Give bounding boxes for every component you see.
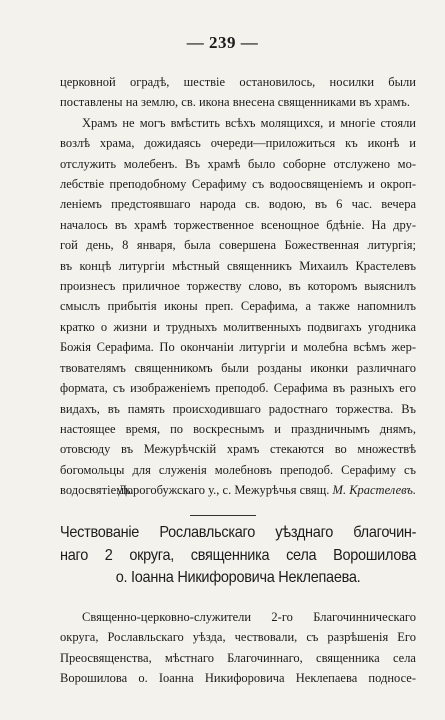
heading-line: наго 2 округа, священника села Ворошилова [60,546,417,564]
text-line: настоящее время, по воскреснымъ и праздничнымъ днямъ, [60,421,416,436]
text-line: произнесъ приличное торжеству слово, въ которомъ выяснилъ [60,279,416,294]
text-line: кратко о жизни и трудныхъ молитвенныхъ подвигахъ угодника [60,319,416,334]
signature-place: Дорогобужскаго у., с. Межурѣчья свящ. [118,483,330,497]
text-line: водосвятіемъ. [60,483,134,498]
heading-line: Чествованіе Рославльскаго уѣзднаго благочин- [60,524,417,541]
text-line: формата, съ изображеніемъ преподоб. Серафима въ разныхъ его [60,381,416,396]
text-line: въ концѣ литургіи мѣстный священникъ Михаилъ Крастелевъ [60,258,416,273]
article-heading [60,522,416,590]
text-line: видахъ, въ память происходившаго радостнаго торжества. Въ [60,401,416,416]
text-line: леніемъ предстоявшаго народа св. водою, въ 6 час. вечера [60,197,416,212]
signature-line [60,480,416,500]
text-line: Священно-церковно-служители 2-го Благочинническаго [82,610,416,624]
text-line: гой день, 8 января, была совершена Божественная литургія; [60,238,416,253]
text-line: Преосвященства, мѣстнаго Благочиннаго, священника села [60,650,416,665]
text-line: лебствіе преподобному Серафиму съ водоосвященіемъ и окроп- [60,177,416,192]
text-line: Ворошилова о. Іоанна Никифоровича Неклепаева подносе- [60,671,416,686]
text-line: отслужить молебенъ. Въ храмѣ было соборне отслужено мо- [60,156,416,171]
text-line: твователямъ священникомъ были розданы иконки различнаго [60,360,416,375]
text-line: возлѣ храма, дожидаясь очереди—приложиться къ иконѣ и [60,136,416,151]
text-line: смыслъ прибытія иконы преп. Серафима, а также напомнилъ [60,299,416,314]
text-line: началось въ храмѣ торжественное всенощное бдѣніе. На дру- [60,217,416,232]
paragraph-second [60,607,416,689]
text-line: Божія Серафима. По окончаніи литургіи и молебна всѣмъ жер- [60,340,416,355]
text-line: округа, Рославльскаго уѣзда, чествовали, съ разрѣшенія Его [60,630,416,645]
paragraph-main [60,72,416,501]
heading-line: о. Іоанна Никифоровича Неклепаева. [115,569,361,586]
signature-author: М. Крастелевъ. [332,483,416,497]
text-line: богомольцы для служенія молебновъ преподоб. Серафиму съ [60,462,416,477]
text-line: отовсюду въ Межурѣчскій храмъ стекаются во множествѣ [60,442,416,457]
text-line: церковной оградѣ, шествіе остановилось, носилки были поставлены на землю, св. икона внесена священниками въ храмъ. [60,75,416,110]
page-number: — 239 — [186,33,259,52]
text-line: Храмъ не могъ вмѣстить всѣхъ молящихся, и многіе стояли [82,115,416,130]
section-divider [190,515,256,516]
